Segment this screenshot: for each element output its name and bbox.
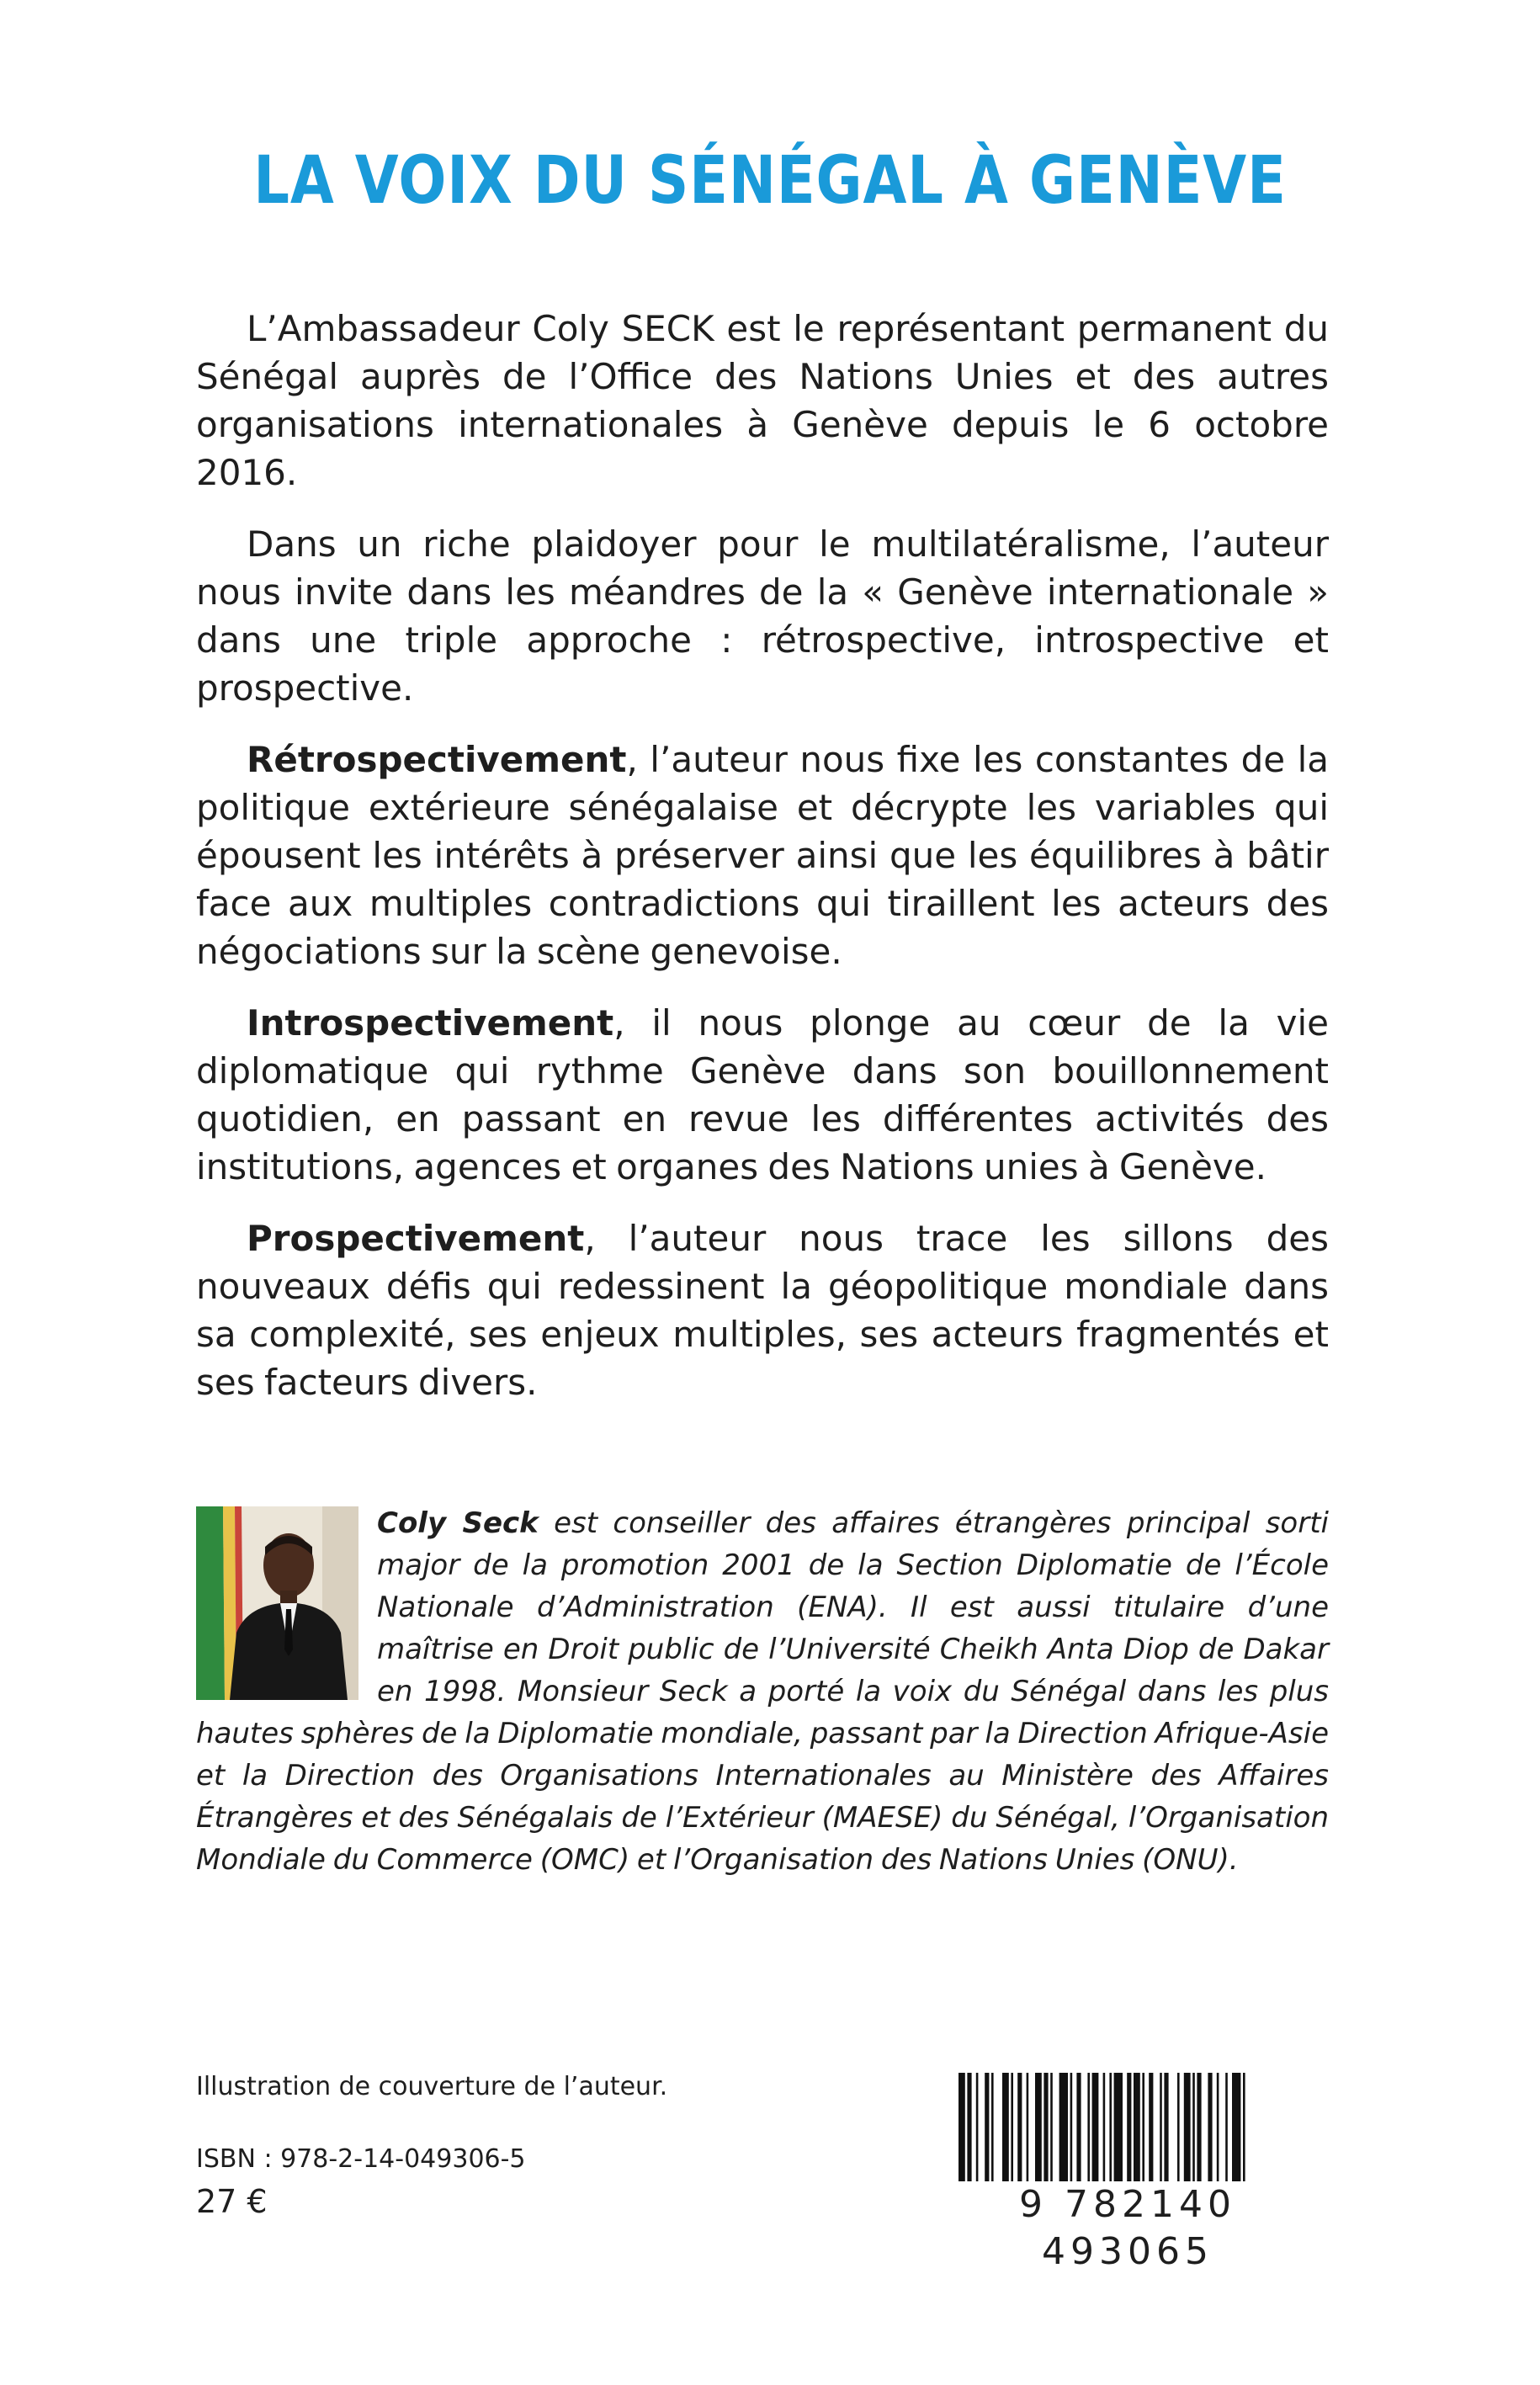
barcode-bar bbox=[1092, 2073, 1099, 2191]
barcode-bar bbox=[1197, 2073, 1201, 2191]
synopsis-paragraph-4 bbox=[196, 999, 1329, 1191]
barcode-bar bbox=[1070, 2073, 1073, 2191]
book-title: LA VOIX DU SÉNÉGAL À GENÈVE bbox=[253, 143, 1287, 219]
synopsis-paragraph-2: Dans un riche plaidoyer pour le multilatéralisme, l’auteur nous invite dans les méandres de la « Genève internationale » dans une triple approche : rétrospective, introspective et prospective. bbox=[196, 523, 1329, 709]
paragraph-lead: Introspectivement bbox=[247, 1002, 614, 1044]
barcode-bar bbox=[1114, 2073, 1123, 2191]
barcode-bar bbox=[1160, 2073, 1162, 2191]
barcode-bar bbox=[1225, 2073, 1228, 2191]
author-name: Coly Seck bbox=[377, 1506, 539, 1540]
barcode-bar bbox=[985, 2073, 989, 2191]
paragraph-text: , l’auteur nous trace les sillons des nouveaux défis qui redessinent la géopolitique mondiale dans sa complexité, ses enjeux multiples, ses acteurs fragmentés et ses facteurs divers. bbox=[196, 1218, 1329, 1403]
barcode-bar bbox=[1109, 2073, 1112, 2191]
barcode-bar bbox=[1134, 2073, 1140, 2191]
synopsis-paragraph-5 bbox=[196, 1214, 1329, 1406]
paragraph-lead: Rétrospectivement bbox=[247, 739, 627, 780]
barcode-bar bbox=[1208, 2073, 1212, 2191]
isbn: ISBN : 978-2-14-049306-5 bbox=[196, 2144, 526, 2174]
synopsis-paragraph-3 bbox=[196, 736, 1329, 975]
synopsis-paragraph-1: L’Ambassadeur Coly SECK est le représentant permanent du Sénégal auprès de l’Office des Nations Unies et des autres organisations internationales à Genève depuis le 6 octobre 2016. bbox=[196, 308, 1329, 493]
barcode-bar bbox=[1232, 2073, 1240, 2191]
barcode-bar bbox=[1011, 2073, 1013, 2191]
barcode-bar bbox=[1103, 2073, 1106, 2191]
author-photo-icon bbox=[196, 1506, 358, 1700]
barcode-bar bbox=[1002, 2073, 1009, 2191]
barcode-bar bbox=[959, 2073, 965, 2191]
paragraph-text: , il nous plonge au cœur de la vie diplomatique qui rythme Genève dans son bouillonnement quotidien, en passant en revue les différentes activités des institutions, agences et organes des Nations unies à Genève. bbox=[196, 1002, 1329, 1187]
barcode-bar bbox=[1043, 2073, 1048, 2191]
author-bio-text: est conseiller des affaires étrangères principal sorti major de la promotion 2001 de la Section Diplomatie de l’École Nationale d’Administration (ENA). Il est aussi titulaire d’une maîtrise en Droit public de l’Université Cheikh Anta Diop de Dakar en 1998. Monsieur Seck a porté la voix du Sénégal dans les plus hautes sphères de la Diplomatie mondiale, passant par la Direction Afrique-Asie et la Direction des Organisations Internationales au Ministère des Affaires Étrangères et des Sénégalais de l’Extérieur (MAESE) du Sénégal, l’Organisation Mondiale du Commerce (OMC) et l’Organisation des Nations Unies (ONU). bbox=[196, 1506, 1329, 1877]
barcode-bar bbox=[1050, 2073, 1053, 2191]
barcode-digits: 9 782140 493065 bbox=[947, 2181, 1309, 2276]
barcode-bar bbox=[1027, 2073, 1029, 2191]
barcode-bar bbox=[1184, 2073, 1191, 2191]
barcode-bar bbox=[1243, 2073, 1245, 2191]
price: 27 € bbox=[196, 2183, 268, 2220]
barcode-bar bbox=[967, 2073, 971, 2191]
paragraph-lead: Prospectivement bbox=[247, 1218, 585, 1259]
barcode-bar bbox=[1164, 2073, 1168, 2191]
author-portrait bbox=[196, 1506, 358, 1700]
barcode-bar bbox=[1059, 2073, 1068, 2191]
barcode-bar bbox=[1217, 2073, 1219, 2191]
barcode-bar bbox=[1017, 2073, 1022, 2191]
barcode-bar bbox=[1087, 2073, 1090, 2191]
barcode-bar bbox=[1192, 2073, 1195, 2191]
barcode-bar bbox=[1076, 2073, 1081, 2191]
barcode-bar bbox=[1035, 2073, 1042, 2191]
barcode-bar bbox=[1142, 2073, 1144, 2191]
paragraph-text: , l’auteur nous fixe les constantes de la politique extérieure sénégalaise et décrypte les variables qui épousent les intérêts à préserver ainsi que les équilibres à bâtir face aux multiples contradictions qui tiraillent les acteurs des négociations sur la scène genevoise. bbox=[196, 739, 1329, 972]
barcode-bar bbox=[991, 2073, 994, 2191]
cover-credit: Illustration de couverture de l’auteur. bbox=[196, 2072, 668, 2101]
author-bio bbox=[196, 1502, 1329, 1881]
barcode-bar bbox=[976, 2073, 979, 2191]
barcode-bar bbox=[1177, 2073, 1180, 2191]
barcode-bar bbox=[1149, 2073, 1153, 2191]
synopsis bbox=[196, 305, 1329, 1430]
barcode-bar bbox=[1127, 2073, 1131, 2191]
